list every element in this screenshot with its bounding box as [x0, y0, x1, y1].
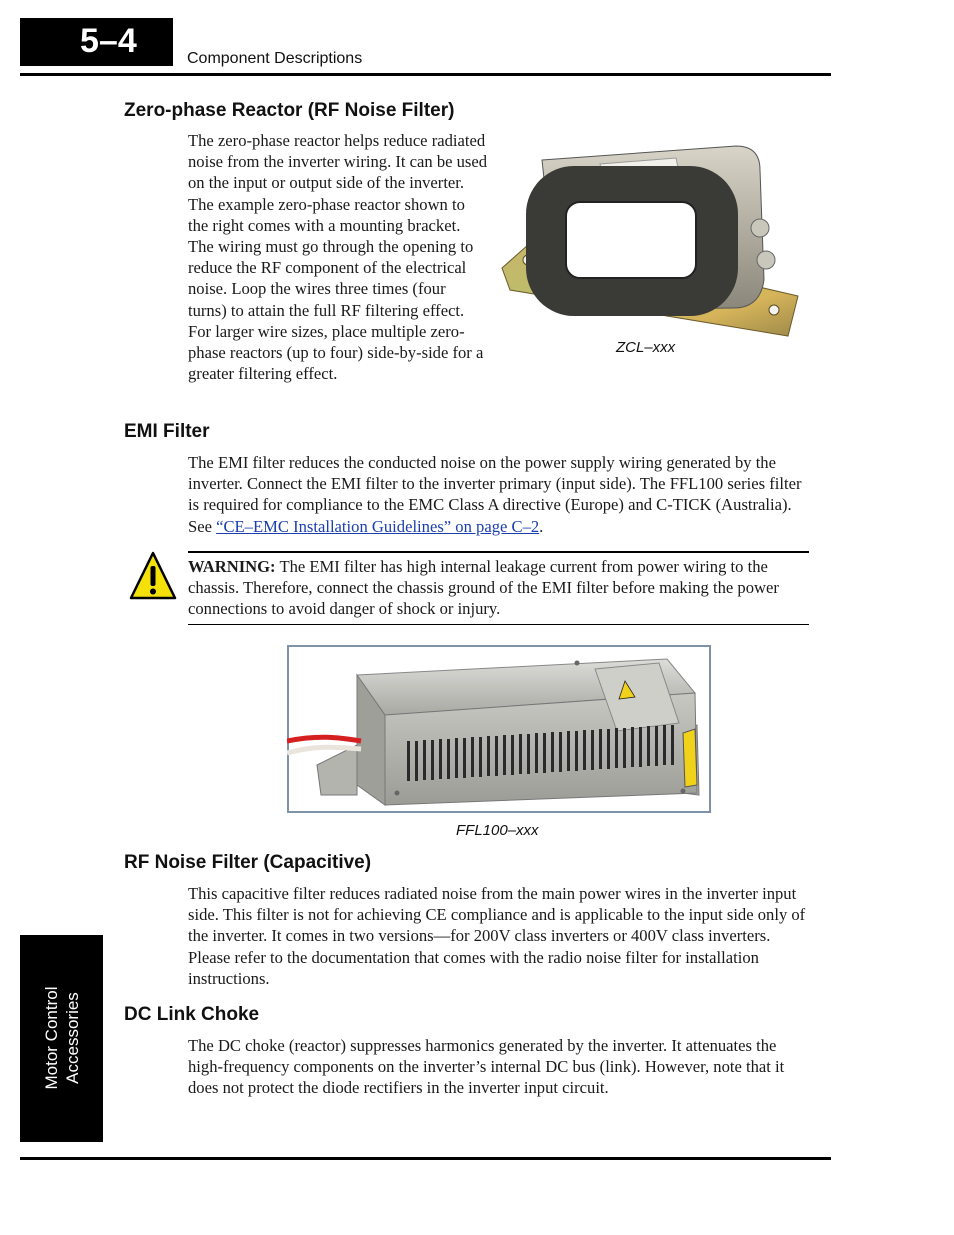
emi-filter-caption: FFL100–xxx — [456, 822, 539, 839]
page-number: 5–4 — [80, 22, 137, 60]
warning-text: The EMI filter has high internal leakage current from power wiring to the chassis. Therefore, connect the chassis ground of the EMI filter before making the power connections to avoid danger of shock or injury. — [188, 557, 779, 619]
side-tab-line2: Accessories — [63, 992, 82, 1084]
warning-paragraph — [188, 556, 813, 620]
side-tab-line1: Motor Control — [42, 986, 61, 1090]
chapter-side-tab-label — [41, 938, 83, 1138]
footer-rule — [20, 1157, 831, 1160]
page-header-title: Component Descriptions — [187, 50, 363, 67]
heading-emi-filter: EMI Filter — [124, 421, 210, 442]
warning-rule-top — [188, 551, 809, 553]
emi-filter-image — [287, 645, 711, 813]
heading-dc-link-choke: DC Link Choke — [124, 1004, 260, 1025]
emi-body — [188, 452, 813, 537]
zero-phase-reactor-image — [498, 140, 803, 340]
heading-rf-noise-filter-capacitive: RF Noise Filter (Capacitive) — [124, 852, 372, 873]
emi-body-end: . — [539, 516, 544, 536]
zero-phase-caption: ZCL–xxx — [616, 339, 676, 356]
emi-body-text: The EMI filter reduces the conducted noise on the power supply wiring generated by the inverter. Connect the EMI filter to the inverter primary (input side). The FFL100 series filter is required for compliance to the EMC Class A directive (Europe) and C-TICK (Australia). See — [188, 453, 802, 536]
warning-triangle-icon — [129, 551, 177, 601]
heading-zero-phase-reactor: Zero-phase Reactor (RF Noise Filter) — [124, 100, 455, 121]
rf-capacitive-body: This capacitive filter reduces radiated noise from the main power wires in the inverter input side. This filter is not for achieving CE compliance and is applicable to the input side only of the inverter. It comes in two versions—for 200V class inverters or 400V class inverters. Please refer to the documentation that comes with the radio noise filter for installation instructions. — [188, 884, 806, 988]
warning-label: WARNING: — [188, 557, 276, 576]
warning-rule-bottom — [188, 624, 809, 625]
ce-emc-guidelines-link[interactable]: “CE–EMC Installation Guidelines” on page C–2 — [216, 516, 540, 536]
page-number-box — [20, 18, 173, 66]
zero-phase-body: The zero-phase reactor helps reduce radiated noise from the inverter wiring. It can be used on the input or output side of the inverter. The example zero-phase reactor shown to the right comes with a mounting bracket. The wiring must go through the opening to reduce the RF component of the electrical noise. Loop the wires three times (four turns) to attain the full RF filtering effect. For larger wire sizes, place multiple zero-phase reactors (up to four) side-by-side for a greater filtering effect. — [188, 131, 488, 384]
dc-choke-body: The DC choke (reactor) suppresses harmonics generated by the inverter. It attenuates the high-frequency components on the inverter’s internal DC bus (link). However, note that it does not protect the diode rectifiers in the inverter input circuit. — [188, 1036, 785, 1098]
header-rule — [20, 73, 831, 76]
